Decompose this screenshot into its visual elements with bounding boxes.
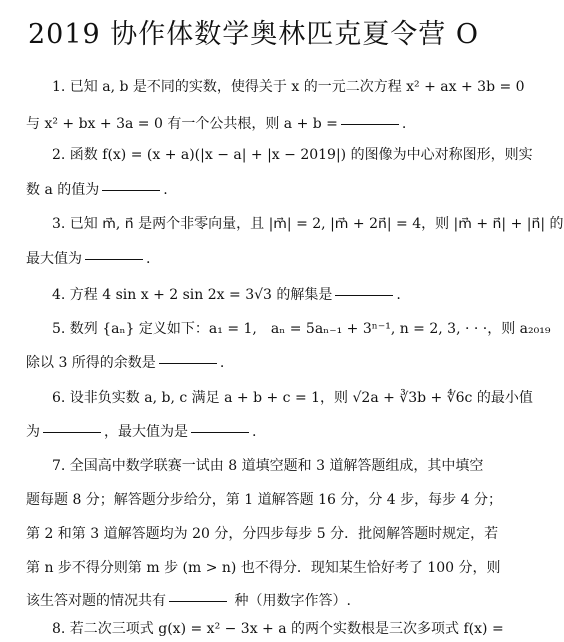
problem-6-line-1: 6. 设非负实数 a, b, c 满足 a + b + c = 1，则 √2a + ∛3b + ∜6c 的最小值 — [52, 390, 533, 406]
problem-5-line-2: 除以 3 所得的余数是 . — [26, 355, 225, 371]
problem-1-line-2: 与 x² + bx + 3a = 0 有一个公共根，则 a + b = . — [26, 116, 407, 132]
page-title: 2019 协作体数学奥林匹克夏令营 O — [27, 19, 479, 50]
problem-7-line-5: 该生答对题的情况共有 种（用数字作答）. — [26, 593, 351, 609]
problem-3-line-1: 3. 已知 m⃗, n⃗ 是两个非零向量，且 |m⃗| = 2, |m⃗ + 2n⃗| = 4，则 |m⃗ + n⃗| + |n⃗| 的 — [52, 216, 564, 232]
answer-blank — [43, 431, 101, 433]
answer-blank — [335, 294, 393, 296]
answer-blank — [169, 600, 227, 602]
problem-4-line-1: 4. 方程 4 sin x + 2 sin 2x = 3√3 的解集是 . — [52, 287, 401, 303]
problem-1-line-1: 1. 已知 a, b 是不同的实数，使得关于 x 的一元二次方程 x² + ax + 3b = 0 — [52, 79, 525, 95]
problem-2-line-1: 2. 函数 f(x) = (x + a)(|x − a| + |x − 2019|) 的图像为中心对称图形，则实 — [52, 147, 533, 163]
answer-blank — [102, 189, 160, 191]
answer-blank — [191, 431, 249, 433]
problem-8-line-1: 8. 若二次三项式 g(x) = x² − 3x + a 的两个实数根是三次多项式 f(x) = — [52, 621, 504, 637]
problem-3-line-2: 最大值为 . — [26, 251, 151, 267]
answer-blank — [159, 362, 217, 364]
answer-blank — [341, 123, 399, 125]
problem-5-line-1: 5. 数列 {aₙ} 定义如下：a₁ = 1, aₙ = 5aₙ₋₁ + 3ⁿ⁻¹, n = 2, 3, · · ·，则 a₂₀₁₉ — [52, 321, 551, 337]
problem-7-line-2: 题每题 8 分；解答题分步给分，第 1 道解答题 16 分，分 4 步，每步 4 分； — [26, 492, 502, 508]
problem-6-line-2: 为 ，最大值为是 . — [26, 424, 257, 440]
problem-7-line-1: 7. 全国高中数学联赛一试由 8 道填空题和 3 道解答题组成，其中填空 — [52, 458, 484, 474]
problem-7-line-3: 第 2 和第 3 道解答题均为 20 分，分四步每步 5 分．批阅解答题时规定，若 — [26, 526, 499, 542]
problem-2-line-2: 数 a 的值为 . — [26, 182, 168, 198]
answer-blank — [85, 258, 143, 260]
problem-7-line-4: 第 n 步不得分则第 m 步 (m > n) 也不得分．现知某生恰好考了 100 分，则 — [26, 560, 501, 576]
